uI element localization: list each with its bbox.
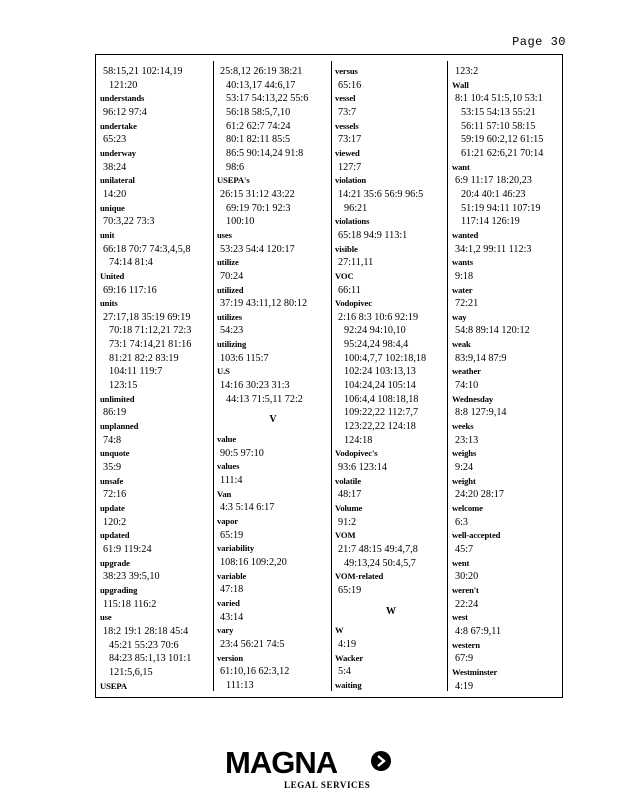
page-line-reference: 27:11,11	[338, 257, 374, 269]
page-line-reference: 49:13,24 50:4,5,7	[344, 557, 416, 569]
page-line-reference: 115:18 116:2	[103, 598, 157, 610]
page-line-reference: 100:4,7,7 102:18,18	[344, 352, 427, 364]
page-line-reference: 86:5 90:14,24 91:8	[226, 147, 304, 159]
index-entry	[452, 502, 564, 529]
index-entry	[217, 256, 329, 283]
page-line-reference: 4:19	[455, 680, 474, 692]
index-entry	[335, 297, 447, 447]
page-line-reference: 111:4	[220, 475, 243, 487]
page-line-reference: 4:3 5:14 6:17	[220, 502, 275, 514]
index-entry	[335, 147, 447, 174]
index-term: weighs	[452, 448, 477, 459]
page-line-reference: 95:24,24 98:4,4	[344, 339, 409, 351]
index-entry	[335, 215, 447, 242]
index-entry	[452, 311, 564, 338]
page-line-reference: 104:11 119:7	[109, 366, 163, 378]
page-line-reference: 35:9	[103, 462, 122, 474]
page-line-reference: 70:3,22 73:3	[103, 216, 155, 228]
page-line-reference: 53:15 54:13 55:21	[461, 106, 536, 118]
index-entry	[100, 584, 212, 611]
index-entry	[217, 597, 329, 624]
index-column-3	[335, 65, 447, 693]
page-line-reference: 70:18 71:12,21 72:3	[109, 325, 192, 337]
page-line-reference: 86:19	[103, 407, 127, 419]
index-term: way	[452, 311, 467, 322]
page-line-reference: 9:18	[455, 270, 474, 282]
page-line-reference: 66:11	[338, 284, 361, 296]
index-term: weeks	[452, 421, 474, 432]
index-entry	[452, 611, 564, 638]
page-line-reference: 20:4 40:1 46:23	[461, 188, 526, 200]
page-line-reference: 6:3	[455, 516, 469, 528]
page-line-reference: 108:16 109:2,20	[220, 556, 287, 568]
index-column-2	[217, 65, 329, 693]
index-entry	[217, 338, 329, 365]
index-term: utilizes	[217, 311, 242, 322]
page-line-reference: 25:8,12 26:19 38:21	[220, 66, 303, 77]
page-line-reference: 117:14 126:19	[461, 216, 520, 228]
index-term: versus	[335, 66, 358, 76]
index-entry	[100, 557, 212, 584]
index-entry	[100, 120, 212, 147]
index-entry	[452, 365, 564, 392]
index-term: Vodopivec's	[335, 448, 378, 459]
page-line-reference: 84:23 85:1,13 101:1	[109, 653, 192, 665]
index-term: unilateral	[100, 175, 135, 186]
page-line-reference: 65:18 94:9 113:1	[338, 229, 408, 241]
page-line-reference: 83:9,14 87:9	[455, 352, 507, 364]
index-term: VOC	[335, 270, 354, 281]
index-entry	[452, 284, 564, 311]
index-term: upgrading	[100, 584, 138, 595]
page-line-reference: 98:6	[226, 161, 245, 173]
index-term: violations	[335, 216, 370, 227]
page-line-reference: 123:2	[455, 66, 479, 77]
index-entry	[100, 502, 212, 529]
index-term: Vodopivec	[335, 298, 372, 309]
index-term: version	[217, 652, 244, 663]
index-term: Wacker	[335, 652, 364, 663]
index-entry	[100, 270, 212, 297]
index-entry	[100, 680, 212, 694]
index-entry	[335, 270, 447, 297]
index-entry	[217, 284, 329, 311]
index-term: U.S	[217, 366, 230, 377]
page-line-reference: 81:21 82:2 83:19	[109, 352, 179, 364]
index-term: unquote	[100, 448, 130, 459]
index-entry	[100, 174, 212, 201]
page-line-reference: 65:16	[338, 79, 362, 91]
logo-wordmark: MAGNA	[225, 745, 338, 780]
index-entry	[217, 542, 329, 569]
page-line-reference: 106:4,4 108:18,18	[344, 393, 419, 405]
page-line-reference: 109:22,22 112:7,7	[344, 407, 419, 419]
page-line-reference: 104:24,24 105:14	[344, 380, 416, 392]
index-entry	[217, 365, 329, 406]
page-line-reference: 23:4 56:21 74:5	[220, 638, 285, 650]
column-divider	[331, 61, 332, 691]
page-number: Page 30	[512, 35, 566, 49]
index-term: welcome	[452, 503, 483, 513]
index-entry	[452, 65, 564, 79]
index-entry	[217, 515, 329, 542]
page-line-reference: 47:18	[220, 584, 244, 596]
index-entry	[452, 256, 564, 283]
page-line-reference: 72:21	[455, 298, 479, 310]
index-entry	[100, 202, 212, 229]
index-entry	[335, 652, 447, 679]
index-term: vapor	[217, 516, 238, 526]
page-line-reference: 43:14	[220, 611, 244, 623]
page-line-reference: 67:9	[455, 653, 474, 665]
index-entry	[452, 557, 564, 584]
index-term: understands	[100, 93, 145, 104]
index-term: uses	[217, 229, 232, 240]
index-entry	[452, 393, 564, 420]
index-entry	[100, 475, 212, 502]
index-term: Wednesday	[452, 393, 494, 404]
index-term: visible	[335, 243, 358, 254]
page-line-reference: 40:13,17 44:6,17	[226, 79, 296, 91]
index-term: USEPA	[100, 680, 128, 691]
page-line-reference: 121:5,6,15	[109, 666, 153, 678]
page-line-reference: 14:20	[103, 188, 127, 200]
index-entry	[335, 570, 447, 597]
page-line-reference: 59:19 60:2,12 61:15	[461, 134, 544, 146]
index-entry	[452, 529, 564, 556]
index-entry	[335, 679, 447, 693]
page-line-reference: 61:10,16 62:3,12	[220, 666, 290, 678]
index-entry	[217, 488, 329, 515]
index-term: variable	[217, 570, 247, 581]
page-line-reference: 22:24	[455, 598, 479, 610]
index-term: Westminster	[452, 666, 498, 677]
page-line-reference: 8:8 127:9,14	[455, 407, 507, 419]
index-term: Volume	[335, 503, 363, 513]
page-line-reference: 73:1 74:14,21 81:16	[109, 339, 192, 351]
page-line-reference: 37:19 43:11,12 80:12	[220, 298, 308, 310]
page-line-reference: 44:13 71:5,11 72:2	[226, 393, 303, 405]
index-entry	[100, 297, 212, 393]
page-line-reference: 14:16 30:23 31:3	[220, 380, 290, 392]
index-entry	[335, 502, 447, 529]
index-entry	[335, 447, 447, 474]
page-line-reference: 61:9 119:24	[103, 543, 152, 555]
index-entry	[335, 92, 447, 119]
section-letter: W	[386, 605, 396, 617]
index-term: unit	[100, 229, 115, 240]
index-term: vessel	[335, 93, 356, 104]
page-line-reference: 65:19	[338, 584, 362, 596]
index-term: waiting	[335, 679, 362, 690]
index-term: variability	[217, 543, 255, 554]
index-entry	[335, 174, 447, 215]
page-line-reference: 69:16 117:16	[103, 284, 157, 296]
page-line-reference: 91:2	[338, 516, 357, 528]
index-entry	[335, 243, 447, 270]
index-term: units	[100, 298, 118, 309]
page-line-reference: 103:6 115:7	[220, 352, 269, 364]
index-term: VOM	[335, 530, 356, 541]
section-letter: V	[269, 414, 277, 426]
page-line-reference: 38:23 39:5,10	[103, 571, 160, 583]
index-term: vary	[217, 625, 234, 636]
page-line-reference: 26:15 31:12 43:22	[220, 188, 295, 200]
page-line-reference: 73:17	[338, 134, 362, 146]
index-entry	[452, 584, 564, 611]
index-column-1	[100, 65, 212, 693]
index-entry	[100, 420, 212, 447]
index-entry	[452, 229, 564, 256]
index-term: USEPA's	[217, 175, 250, 186]
index-term: Van	[217, 488, 232, 499]
page-line-reference: 65:19	[220, 529, 244, 541]
page-line-reference: 56:11 57:10 58:15	[461, 120, 536, 132]
index-term: violation	[335, 175, 367, 186]
index-term: unique	[100, 202, 125, 213]
index-entry	[217, 65, 329, 174]
page-line-reference: 53:23 54:4 120:17	[220, 243, 295, 255]
page-line-reference: 8:1 10:4 51:5,10 53:1	[455, 93, 543, 105]
index-entry	[217, 570, 329, 597]
index-term: utilizing	[217, 339, 247, 350]
page-line-reference: 51:19 94:11 107:19	[461, 202, 541, 214]
index-entry	[335, 624, 447, 651]
page-line-reference: 70:24	[220, 270, 244, 282]
index-term: W	[335, 625, 344, 636]
page-line-reference: 74:14 81:4	[109, 257, 153, 269]
index-term: values	[217, 461, 240, 472]
page-line-reference: 65:23	[103, 134, 127, 146]
page-line-reference: 14:21 35:6 56:9 96:5	[338, 188, 424, 200]
page-line-reference: 72:16	[103, 489, 127, 501]
page-line-reference: 56:18 58:5,7,10	[226, 106, 291, 118]
page-line-reference: 54:8 89:14 120:12	[455, 325, 530, 337]
page-line-reference: 123:15	[109, 380, 138, 392]
index-term: upgrade	[100, 557, 130, 568]
page-line-reference: 4:19	[338, 638, 357, 650]
page-line-reference: 74:10	[455, 380, 479, 392]
index-term: update	[100, 503, 125, 513]
index-entry	[452, 666, 564, 693]
index-term: unsafe	[100, 475, 124, 486]
index-term: weight	[452, 475, 476, 486]
index-entry	[452, 79, 564, 161]
page-line-reference: 92:24 94:10,10	[344, 325, 406, 337]
magna-logo	[225, 747, 400, 795]
page-line-reference: 90:5 97:10	[220, 447, 264, 459]
index-entry	[335, 120, 447, 147]
page-line-reference: 21:7 48:15 49:4,7,8	[338, 543, 418, 555]
index-entry	[100, 147, 212, 174]
page-line-reference: 45:21 55:23 70:6	[109, 639, 179, 651]
page-line-reference: 18:2 19:1 28:18 45:4	[103, 625, 189, 637]
page-line-reference: 66:18 70:7 74:3,4,5,8	[103, 243, 191, 255]
index-term: value	[217, 434, 237, 445]
index-entry	[452, 420, 564, 447]
index-term: underway	[100, 147, 136, 158]
page-line-reference: 69:19 70:1 92:3	[226, 202, 291, 214]
index-term: varied	[217, 597, 240, 608]
page-line-reference: 61:21 62:6,21 70:14	[461, 147, 544, 159]
index-entry	[452, 338, 564, 365]
index-entry	[100, 92, 212, 119]
index-term: unplanned	[100, 421, 139, 432]
index-term: weak	[452, 339, 471, 350]
index-entry	[335, 529, 447, 570]
logo-subtitle: LEGAL SERVICES	[284, 780, 371, 790]
index-term: use	[100, 612, 112, 623]
page-line-reference: 48:17	[338, 489, 362, 501]
index-entry	[217, 433, 329, 460]
page-line-reference: 124:18	[344, 434, 373, 446]
index-entry	[217, 174, 329, 229]
page-line-reference: 2:16 8:3 10:6 92:19	[338, 311, 419, 323]
page-line-reference: 96:12 97:4	[103, 106, 147, 118]
page-line-reference: 127:7	[338, 161, 362, 173]
page-line-reference: 4:8 67:9,11	[455, 625, 502, 637]
page-line-reference: 123:22,22 124:18	[344, 421, 416, 433]
index-term: well-accepted	[452, 530, 501, 541]
page-line-reference: 73:7	[338, 106, 357, 118]
logo-arrow-icon	[371, 751, 391, 771]
index-term: want	[452, 161, 470, 172]
page-line-reference: 80:1 82:11 85:5	[226, 134, 291, 146]
index-entry	[335, 475, 447, 502]
index-term: viewed	[335, 147, 360, 158]
index-entry	[217, 652, 329, 693]
index-frame	[95, 54, 563, 698]
page-line-reference: 96:21	[344, 202, 368, 214]
page-line-reference: 121:20	[109, 79, 138, 91]
index-entry	[100, 393, 212, 420]
page-line-reference: 111:13	[226, 679, 254, 691]
index-term: vessels	[335, 120, 359, 131]
index-entry	[452, 475, 564, 502]
page-line-reference: 34:1,2 99:11 112:3	[455, 243, 532, 255]
index-entry	[217, 460, 329, 487]
index-term: volatile	[335, 475, 361, 486]
index-entry	[452, 639, 564, 666]
index-entry	[452, 447, 564, 474]
index-entry	[335, 65, 447, 92]
page-line-reference: 120:2	[103, 516, 127, 528]
index-term: west	[452, 612, 468, 623]
index-entry	[217, 311, 329, 338]
page-line-reference: 74:8	[103, 434, 122, 446]
index-term: utilized	[217, 284, 244, 295]
index-term: weather	[452, 366, 481, 377]
page-line-reference: 102:24 103:13,13	[344, 366, 416, 378]
index-entry	[452, 161, 564, 229]
page-line-reference: 93:6 123:14	[338, 462, 387, 474]
index-term: undertake	[100, 120, 137, 131]
index-term: went	[452, 557, 470, 568]
index-entry	[217, 229, 329, 256]
index-entry	[100, 529, 212, 556]
page-line-reference: 100:10	[226, 216, 255, 228]
index-term: United	[100, 270, 125, 281]
page-line-reference: 38:24	[103, 161, 127, 173]
page-line-reference: 54:23	[220, 325, 244, 337]
page-line-reference: 5:4	[338, 666, 352, 678]
index-term: VOM-related	[335, 571, 384, 582]
index-column-4	[452, 65, 564, 693]
index-entry	[100, 447, 212, 474]
index-entry	[217, 624, 329, 651]
index-term: western	[452, 639, 480, 650]
page-line-reference: 30:20	[455, 571, 479, 583]
page-line-reference: 27:17,18 35:19 69:19	[103, 311, 191, 323]
index-term: wants	[452, 257, 473, 268]
index-term: utilize	[217, 257, 239, 268]
index-entry	[100, 611, 212, 679]
index-entry	[100, 229, 212, 270]
index-entry	[100, 65, 212, 92]
index-term: wanted	[452, 229, 479, 240]
index-term: Wall	[452, 79, 469, 90]
column-divider	[447, 61, 448, 691]
page-line-reference: 58:15,21 102:14,19	[103, 66, 183, 77]
page-line-reference: 45:7	[455, 543, 474, 555]
index-term: updated	[100, 530, 130, 541]
page-line-reference: 6:9 11:17 18:20,23	[455, 175, 532, 187]
page-line-reference: 9:24	[455, 462, 474, 474]
index-term: weren't	[452, 584, 479, 595]
page-line-reference: 23:13	[455, 434, 479, 446]
page-line-reference: 24:20 28:17	[455, 489, 504, 501]
index-term: unlimited	[100, 393, 135, 404]
page-line-reference: 53:17 54:13,22 55:6	[226, 93, 309, 105]
index-term: water	[452, 284, 473, 295]
column-divider	[213, 61, 214, 691]
page-line-reference: 61:2 62:7 74:24	[226, 120, 291, 132]
